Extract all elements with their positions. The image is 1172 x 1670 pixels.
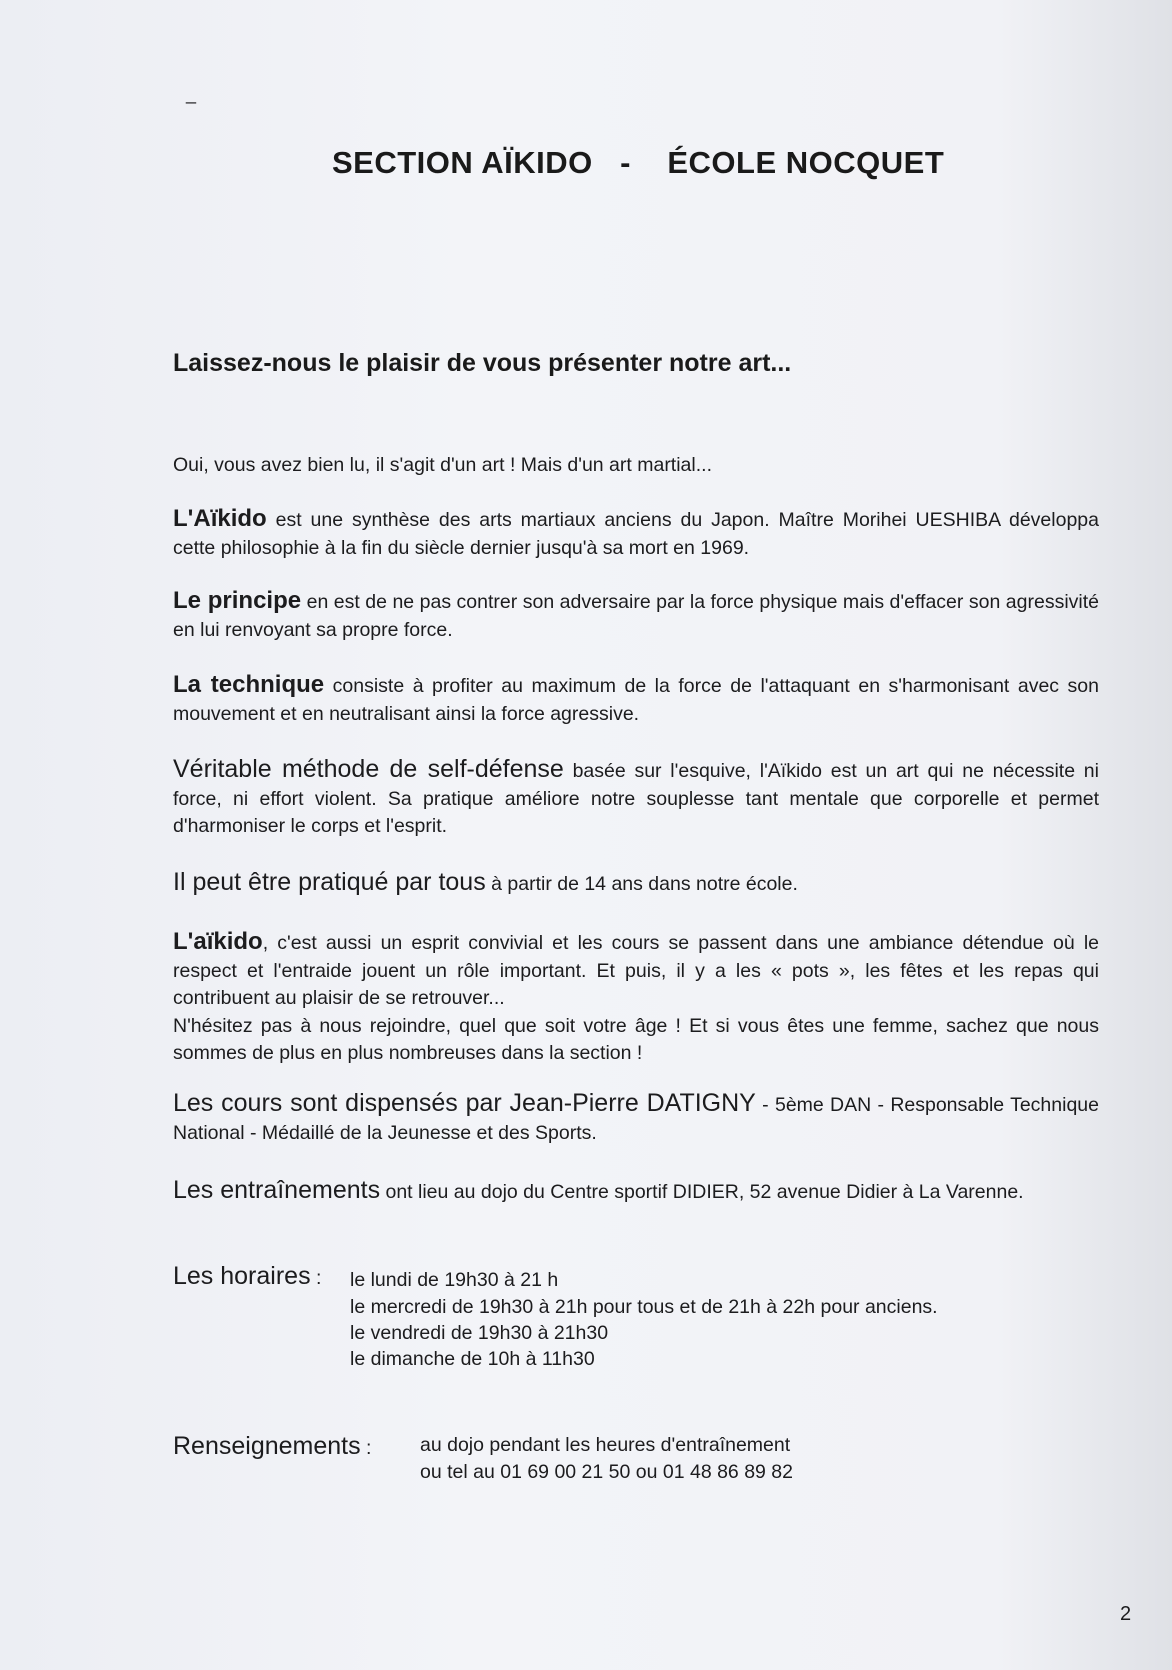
contact-label: Renseignements bbox=[173, 1432, 361, 1460]
paragraph-entrainements bbox=[173, 1177, 1099, 1207]
paragraph-text: , c'est aussi un esprit convivial et les cours se passent dans une ambiance détendue où le respect et l'entraide jouent un rôle important. Et puis, il y a les « pots », les fêtes et les repas qui contribuent au plaisir de se retrouver... bbox=[173, 932, 1099, 1009]
schedule-row: le mercredi de 19h30 à 21h pour tous et de 21h à 22h pour anciens. bbox=[350, 1296, 938, 1318]
paragraph-lead: Véritable méthode de self-défense bbox=[173, 755, 564, 783]
stray-mark: _ bbox=[186, 84, 197, 104]
paragraph-lead: La technique bbox=[173, 671, 325, 698]
contact-phone: ou tel au 01 69 00 21 50 ou 01 48 86 89 82 bbox=[420, 1461, 793, 1483]
intro-line: Oui, vous avez bien lu, il s'agit d'un art ! Mais d'un art martial... bbox=[173, 454, 712, 476]
paragraph-text-2: N'hésitez pas à nous rejoindre, quel que soit votre âge ! Et si vous êtes une femme, sachez que nous sommes de plus en plus nombreuses dans la section ! bbox=[173, 1014, 1099, 1064]
schedule-separator: : bbox=[310, 1267, 322, 1289]
page-number: 2 bbox=[1120, 1603, 1132, 1625]
paragraph-methode bbox=[173, 756, 1099, 841]
schedule-label-row bbox=[173, 1262, 321, 1291]
intro-subtitle: Laissez-nous le plaisir de vous présenter notre art... bbox=[173, 349, 792, 377]
paragraph-lead: Les entraînements bbox=[173, 1176, 381, 1204]
contact-label-row bbox=[173, 1432, 371, 1461]
page-title: SECTION AÏKIDO - ÉCOLE NOCQUET bbox=[332, 145, 945, 180]
schedule-row: le dimanche de 10h à 11h30 bbox=[350, 1348, 595, 1370]
paragraph-text: - 5ème DAN - Responsable Technique National - Médaillé de la Jeunesse et des Sports. bbox=[173, 1094, 1099, 1144]
contact-line: au dojo pendant les heures d'entraînement bbox=[420, 1434, 791, 1456]
paragraph-text: ont lieu au dojo du Centre sportif DIDIER, 52 avenue Didier à La Varenne. bbox=[380, 1181, 1024, 1203]
paragraph-text: est une synthèse des arts martiaux anciens du Japon. Maître Morihei UESHIBA développa cette philosophie à la fin du siècle dernier jusqu'à sa mort en 1969. bbox=[173, 509, 1099, 559]
paragraph-cours bbox=[173, 1090, 1099, 1147]
paragraph-esprit bbox=[173, 928, 1099, 1068]
paragraph-tous bbox=[173, 869, 1099, 899]
paragraph-principe bbox=[173, 587, 1099, 644]
paragraph-aikido bbox=[173, 505, 1099, 562]
paragraph-technique bbox=[173, 671, 1099, 728]
paragraph-lead: Le principe bbox=[173, 587, 302, 614]
paragraph-text: consiste à profiter au maximum de la force de l'attaquant en s'harmonisant avec son mouvement et en neutralisant ainsi la force agressive. bbox=[173, 675, 1099, 725]
paragraph-text: en est de ne pas contrer son adversaire par la force physique mais d'effacer son agressivité en lui renvoyant sa propre force. bbox=[173, 591, 1100, 641]
paragraph-lead: Les cours sont dispensés par Jean-Pierre DATIGNY bbox=[173, 1089, 756, 1117]
paragraph-text: basée sur l'esquive, l'Aïkido est un art qui ne nécessite ni force, ni effort violent. Sa pratique améliore notre souplesse tant mentale que corporelle et permet d'harmoniser le corps et l'esprit. bbox=[173, 760, 1099, 837]
paragraph-lead: Il peut être pratiqué par tous bbox=[173, 868, 486, 896]
paragraph-text: à partir de 14 ans dans notre école. bbox=[485, 873, 798, 895]
schedule-row: le lundi de 19h30 à 21 h bbox=[350, 1269, 559, 1291]
schedule-label: Les horaires bbox=[173, 1262, 311, 1290]
paragraph-lead: L'Aïkido bbox=[173, 505, 267, 532]
contact-separator: : bbox=[360, 1437, 372, 1459]
schedule-row: le vendredi de 19h30 à 21h30 bbox=[350, 1322, 609, 1344]
paragraph-lead: L'aïkido bbox=[173, 928, 263, 955]
